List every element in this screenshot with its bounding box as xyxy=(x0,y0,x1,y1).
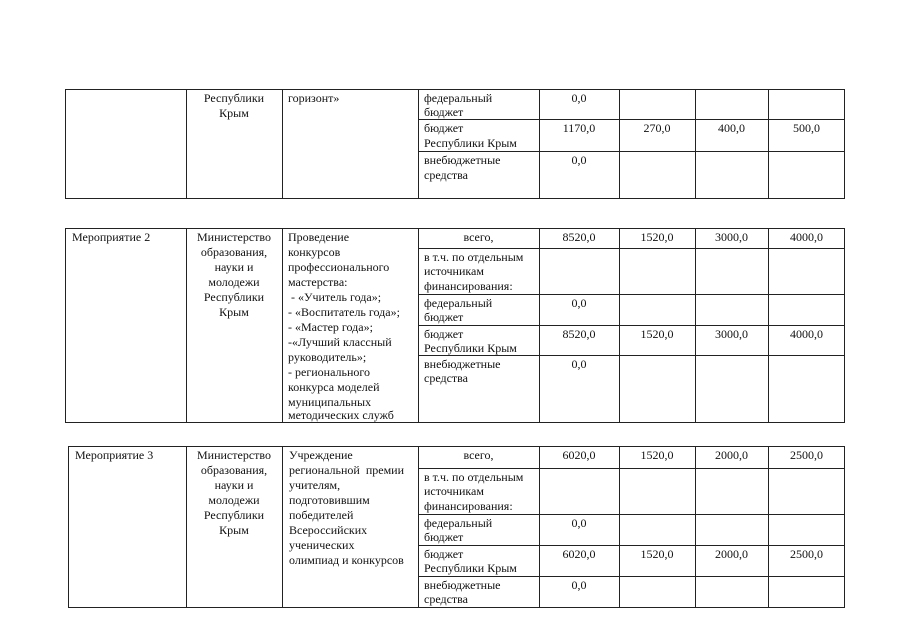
executor-line: науки и xyxy=(214,478,254,492)
year2-value: 2000,0 xyxy=(715,547,748,561)
total-value: 8520,0 xyxy=(562,230,596,244)
source-line: финансирования: xyxy=(424,499,513,513)
year3-value: 4000,0 xyxy=(790,327,823,341)
year3-value: 500,0 xyxy=(793,121,820,135)
year2-value: 2000,0 xyxy=(715,448,748,462)
description-line: руководитель»; xyxy=(288,350,367,364)
year1-value: 1520,0 xyxy=(640,448,674,462)
source-line: бюджет xyxy=(424,530,464,544)
year2-value: 3000,0 xyxy=(715,327,748,341)
description-line: победителей xyxy=(289,508,354,522)
executor-line: Республики xyxy=(203,91,265,105)
source-line: федеральный xyxy=(424,296,493,310)
measure-name: Мероприятие 3 xyxy=(75,448,154,462)
total-value: 0,0 xyxy=(571,91,587,105)
executor-line: Крым xyxy=(219,523,249,537)
executor-line: Крым xyxy=(219,305,249,319)
total-value: 0,0 xyxy=(571,578,587,592)
source-line: федеральный xyxy=(424,91,493,105)
executor-line: науки и xyxy=(214,260,254,274)
total-value: 0,0 xyxy=(571,516,587,530)
executor-line: Министерство xyxy=(197,448,271,462)
total-value: 1170,0 xyxy=(562,121,596,135)
source-line: бюджет xyxy=(424,547,464,561)
executor-line: молодежи xyxy=(208,493,260,507)
source-line: внебюджетные xyxy=(424,578,501,592)
source-line: средства xyxy=(424,592,469,606)
executor-line: Крым xyxy=(219,106,249,120)
description-line: олимпиад и конкурсов xyxy=(289,553,404,567)
source-line: средства xyxy=(424,371,469,385)
description-line: - «Мастер года»; xyxy=(288,320,373,334)
year1-value: 270,0 xyxy=(643,121,671,135)
executor-line: образования, xyxy=(200,463,268,477)
source-line: источникам xyxy=(424,264,484,278)
description-line: конкурса моделей xyxy=(288,380,380,394)
total-value: 8520,0 xyxy=(562,327,596,341)
year1-value: 1520,0 xyxy=(640,327,674,341)
description-line: методических служб xyxy=(288,408,394,422)
source-line: бюджет xyxy=(424,310,464,324)
executor-line: Республики xyxy=(203,290,265,304)
year3-value: 2500,0 xyxy=(790,547,823,561)
executor-line: молодежи xyxy=(208,275,260,289)
executor-line: Министерство xyxy=(197,230,271,244)
source-line: бюджет xyxy=(424,327,464,341)
description-line: региональной премии xyxy=(289,463,405,477)
description-line: подготовившим xyxy=(289,493,370,507)
total-value: 6020,0 xyxy=(562,448,596,462)
source-line: финансирования: xyxy=(424,279,513,293)
description-line: конкурсов xyxy=(288,245,341,259)
source-line: внебюджетные xyxy=(424,153,501,167)
source-line: средства xyxy=(424,168,469,182)
description-line: Проведение xyxy=(288,230,350,244)
year3-value: 2500,0 xyxy=(790,448,823,462)
year1-value: 1520,0 xyxy=(640,547,674,561)
total-value: 6020,0 xyxy=(562,547,596,561)
source-line: в т.ч. по отдельным xyxy=(424,250,524,264)
description-line: - регионального xyxy=(288,365,371,379)
description-line: горизонт» xyxy=(288,91,340,105)
total-value: 0,0 xyxy=(571,296,587,310)
description-line: Всероссийских xyxy=(289,523,368,537)
source-line: внебюджетные xyxy=(424,357,501,371)
source-line: в т.ч. по отдельным xyxy=(424,470,524,484)
total-value: 0,0 xyxy=(571,153,587,167)
year2-value: 3000,0 xyxy=(715,230,748,244)
year2-value: 400,0 xyxy=(718,121,745,135)
executor-line: Республики xyxy=(203,508,265,522)
source-line: всего, xyxy=(463,230,494,244)
description-line: Учреждение xyxy=(289,448,353,462)
description-line: мастерства: xyxy=(288,275,348,289)
year1-value: 1520,0 xyxy=(640,230,674,244)
source-line: всего, xyxy=(463,448,494,462)
source-line: бюджет xyxy=(424,121,464,135)
source-line: Республики Крым xyxy=(424,341,517,355)
description-line: муниципальных xyxy=(288,395,372,409)
source-line: Республики Крым xyxy=(424,561,517,575)
source-line: федеральный xyxy=(424,516,493,530)
description-line: -«Лучший классный xyxy=(288,335,392,349)
description-line: ученических xyxy=(289,538,355,552)
description-line: учителям, xyxy=(289,478,341,492)
total-value: 0,0 xyxy=(571,357,587,371)
description-line: - «Воспитатель года»; xyxy=(288,305,400,319)
description-line: - «Учитель года»; xyxy=(288,290,382,304)
measure-name: Мероприятие 2 xyxy=(72,230,151,244)
source-line: Республики Крым xyxy=(424,136,517,150)
source-line: источникам xyxy=(424,484,484,498)
year3-value: 4000,0 xyxy=(790,230,823,244)
executor-line: образования, xyxy=(200,245,268,259)
source-line: бюджет xyxy=(424,105,464,119)
description-line: профессионального xyxy=(288,260,390,274)
